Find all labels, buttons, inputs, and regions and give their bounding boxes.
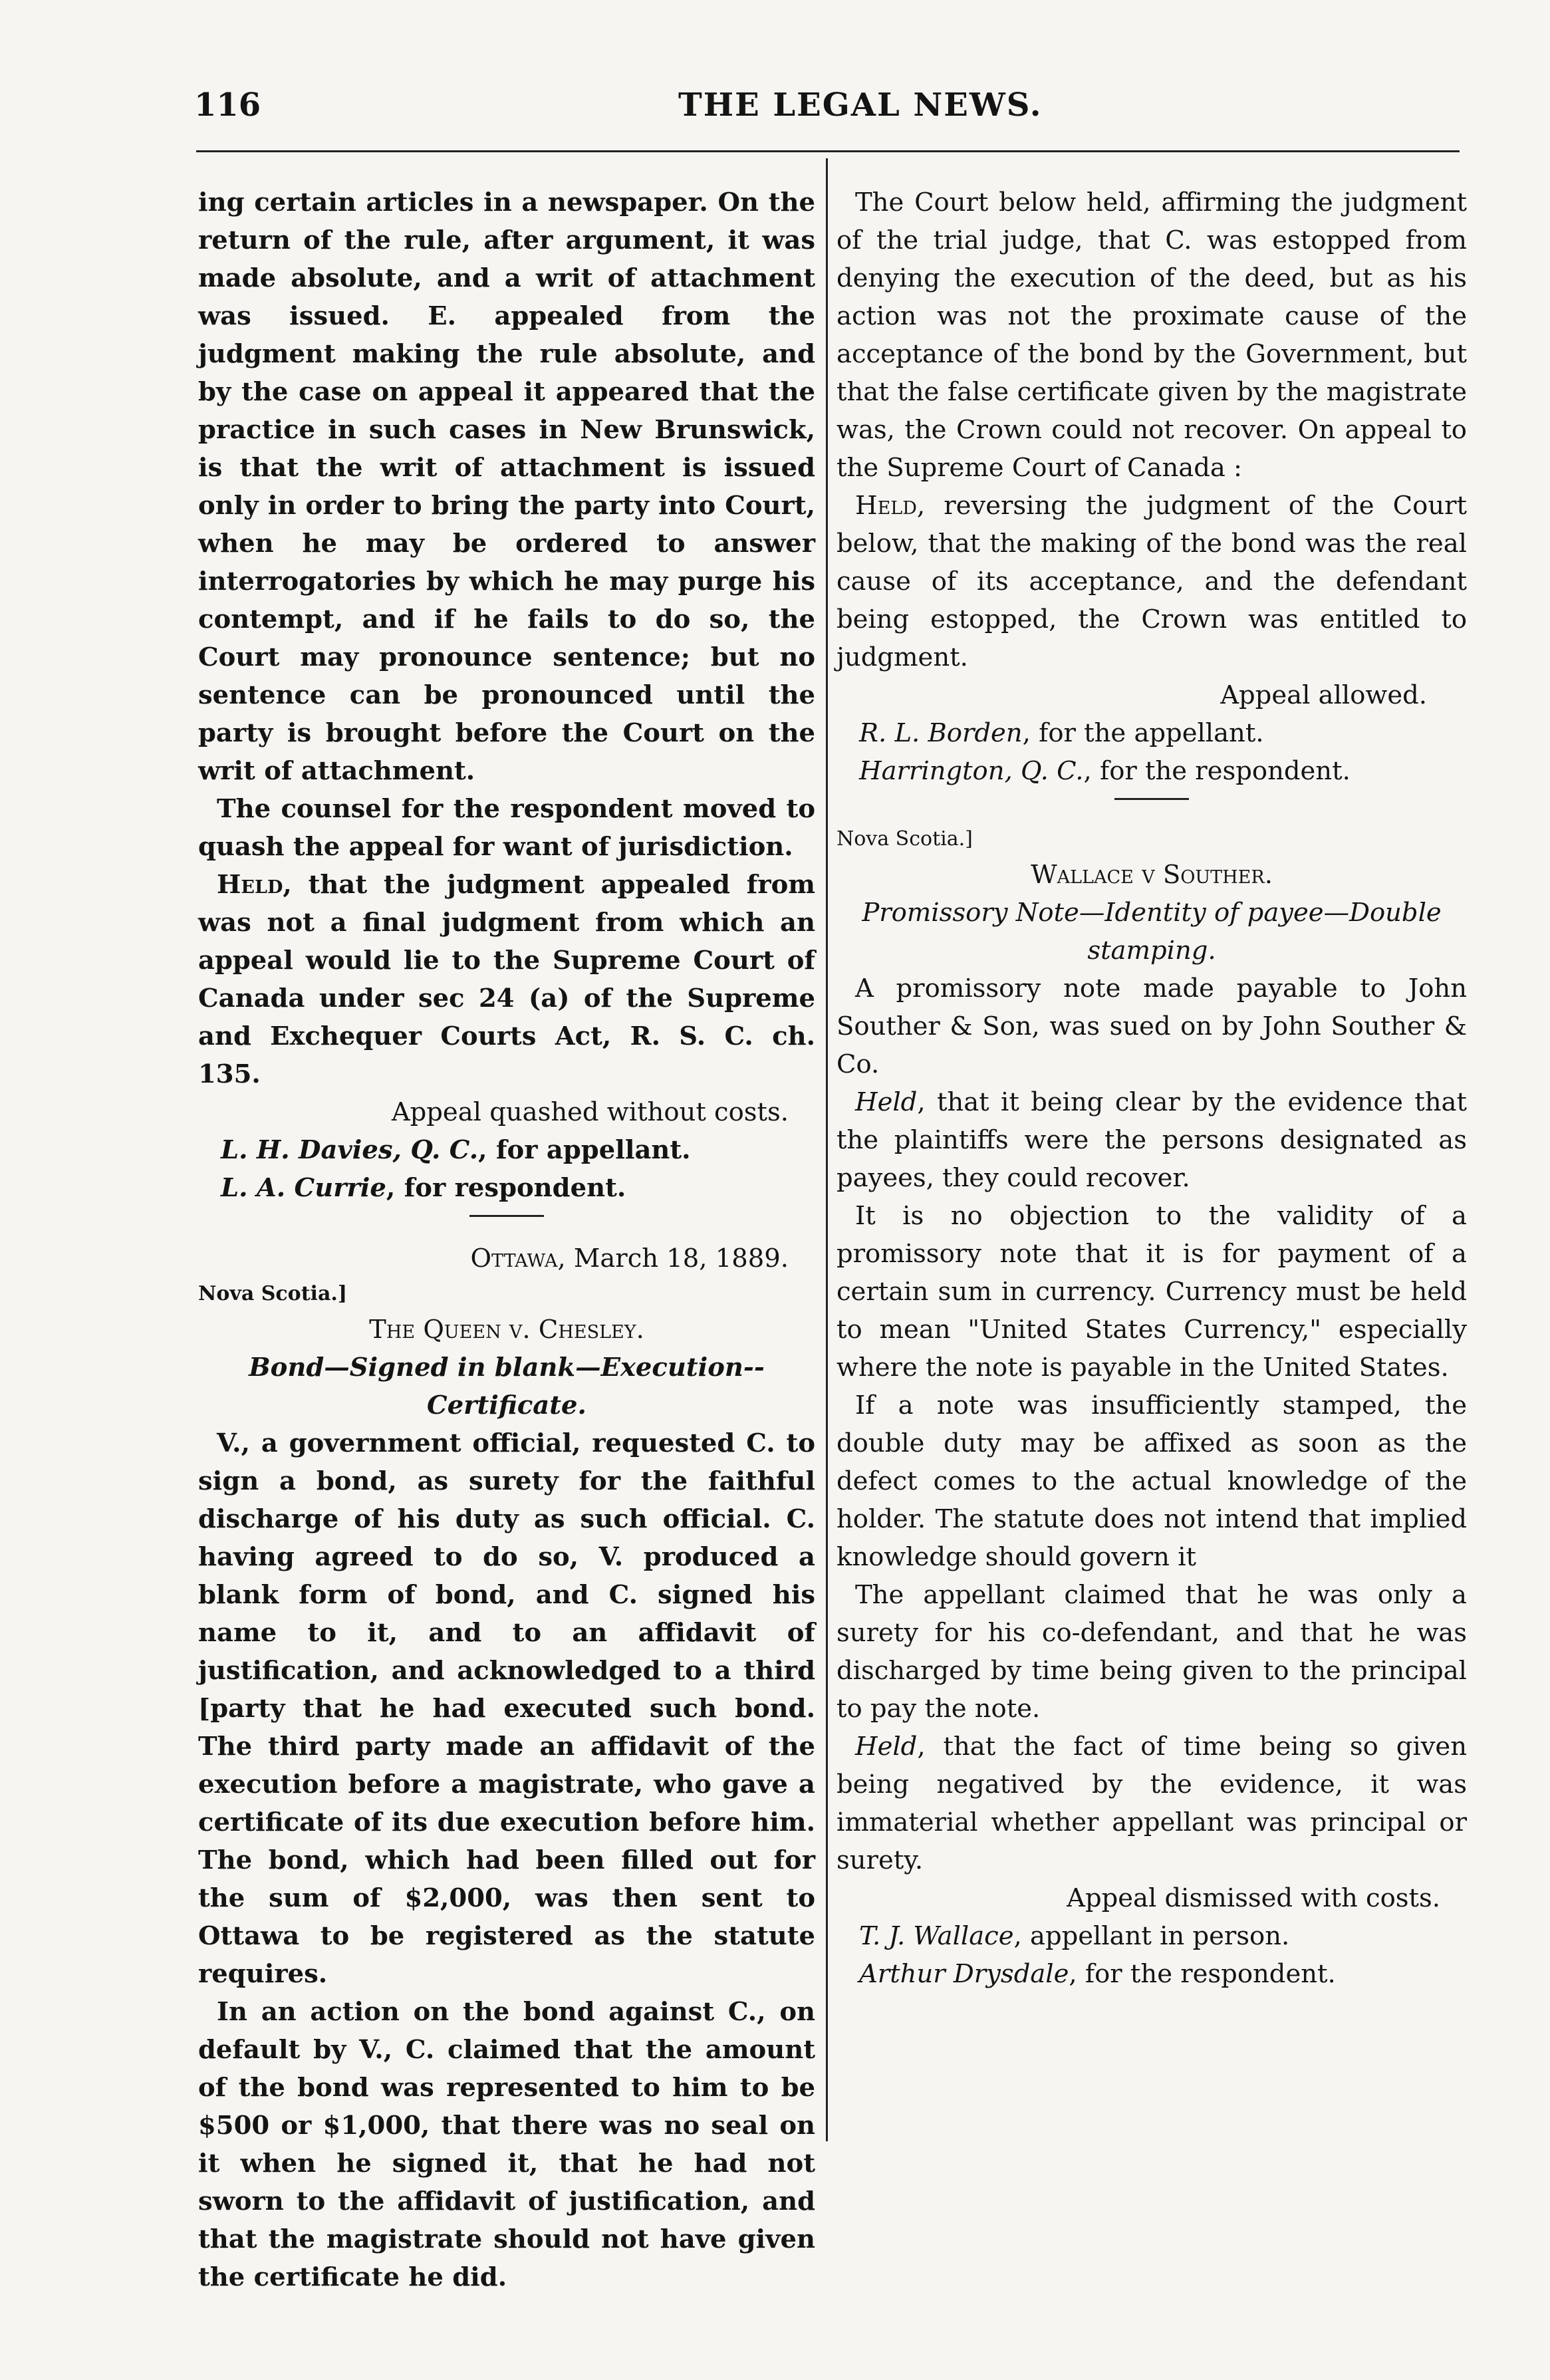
- case-result: Appeal quashed without costs.: [391, 1097, 789, 1127]
- held-label: Held: [855, 1087, 918, 1117]
- counsel-name: Arthur Drysdale: [859, 1959, 1069, 1989]
- province-label: Nova Scotia.]: [198, 1282, 348, 1305]
- counsel-line: [221, 1169, 815, 1207]
- paragraph-text: , that the judgment appealed from was not a final judgment from which an appeal would lie to the Supreme Court of Canada under sec 24 (a) of the Supreme and Exchequer Courts Act, R. S. C. ch. 135.: [198, 870, 815, 1089]
- counsel-line: [859, 1917, 1467, 1955]
- counsel-line: [859, 1955, 1467, 1993]
- paragraph: It is no objection to the validity of a promissory note that it is for payment of a certain sum in currency. Currency must be held to mean "United States Currency," especially where the note is payable in the United States.: [837, 1201, 1467, 1383]
- counsel-role: , appellant in person.: [1013, 1921, 1290, 1951]
- page-number: 116: [194, 86, 261, 124]
- paragraph: A promissory note made payable to John Souther & Son, was sued on by John Souther & Co.: [837, 974, 1467, 1079]
- right-column: [837, 184, 1467, 1993]
- paragraph: [198, 866, 815, 1093]
- paragraph: V., a government official, requested C. to sign a bond, as surety for the faithful discharge of his duty as such official. C. having agreed to do so, V. produced a blank form of bond, and C. signed his name to it, and to an affidavit of justification, and acknowledged to a third [party that he had executed such bond. The third party made an affidavit of the execution before a magistrate, who gave a certificate of its due execution before him. The bond, which had been filled out for the sum of $2,000, was then sent to Ottawa to be registered as the statute requires.: [198, 1428, 815, 1989]
- case-result: Appeal dismissed with costs.: [1067, 1883, 1440, 1913]
- province-label: Nova Scotia.]: [837, 827, 973, 851]
- dateline: [198, 1240, 815, 1277]
- counsel-name: R. L. Borden: [859, 718, 1023, 748]
- paragraph: [837, 487, 1467, 676]
- counsel-role: , for the respondent.: [1083, 756, 1351, 786]
- case-title: Wallace v Souther.: [1031, 860, 1273, 890]
- counsel-name: L. H. Davies, Q. C.: [221, 1135, 479, 1165]
- paragraph: In an action on the bond against C., on default by V., C. claimed that the amount of the bond was represented to him to be $500 or $1,000, that there was no seal on it when he signed it, that he had not sworn to the affidavit of justification, and that the magistrate should not have given the certificate he did.: [198, 1997, 815, 2292]
- left-column: [198, 184, 815, 2296]
- section-divider: [469, 1215, 544, 1217]
- paragraph: If a note was insufficiently stamped, the double duty may be affixed as soon as the defect comes to the actual knowledge of the holder. The statute does not intend that implied knowledge should govern it: [837, 1390, 1467, 1572]
- counsel-line: [859, 714, 1467, 752]
- counsel-name: L. A. Currie: [221, 1173, 386, 1203]
- counsel-line: [859, 752, 1467, 790]
- paragraph: The appellant claimed that he was only a surety for his co-defendant, and that he was discharged by time being given to the principal to pay the note.: [837, 1580, 1467, 1724]
- paragraph-text: , reversing the judgment of the Court below, that the making of the bond was the real cause of its acceptance, and the defendant being estopped, the Crown was entitled to judgment.: [837, 491, 1467, 672]
- case-title: The Queen v. Chesley.: [369, 1315, 644, 1345]
- paragraph: [837, 1728, 1467, 1879]
- dateline-date: , March 18, 1889.: [557, 1244, 789, 1273]
- headnote: Promissory Note—Identity of payee—Double stamping.: [862, 898, 1442, 966]
- counsel-name: T. J. Wallace: [859, 1921, 1014, 1951]
- case-result: Appeal allowed.: [1220, 680, 1427, 710]
- counsel-role: , for the appellant.: [1022, 718, 1264, 748]
- counsel-line: [221, 1131, 815, 1169]
- held-label: Held: [217, 870, 283, 900]
- held-label: Held: [855, 1732, 918, 1762]
- counsel-name: Harrington, Q. C.: [859, 756, 1084, 786]
- held-label: Held: [855, 491, 917, 521]
- paragraph: ing certain articles in a newspaper. On the return of the rule, after argument, it was made absolute, and a writ of attachment was issued. E. appealed from the judgment making the rule absolute, and by the case on appeal it appeared that the practice in such cases in New Brunswick, is that the writ of attachment is issued only in order to bring the party into Court, when he may be ordered to answer interrogatories by which he may purge his contempt, and if he fails to do so, the Court may pronounce sentence; but no sentence can be pronounced until the party is brought before the Court on the writ of attachment.: [198, 188, 815, 786]
- dateline-place: Ottawa: [470, 1244, 558, 1273]
- section-divider: [1114, 798, 1189, 800]
- running-title: THE LEGAL NEWS.: [678, 86, 1043, 124]
- counsel-role: , for respondent.: [386, 1173, 626, 1203]
- paragraph-text: , that it being clear by the evidence that the plaintiffs were the persons designated as payees, they could recover.: [837, 1087, 1467, 1193]
- counsel-role: , for the respondent.: [1069, 1959, 1336, 1989]
- headnote: Bond—Signed in blank—Execution--Certificate.: [249, 1353, 765, 1420]
- paragraph: The Court below held, affirming the judgment of the trial judge, that C. was estopped from denying the execution of the deed, but as his action was not the proximate cause of the acceptance of the bond by the Government, but that the false certificate given by the magistrate was, the Crown could not recover. On appeal to the Supreme Court of Canada :: [837, 188, 1467, 483]
- header-rule: [196, 150, 1460, 152]
- paragraph-text: , that the fact of time being so given being negatived by the evidence, it was immaterial whether appellant was principal or surety.: [837, 1732, 1467, 1875]
- counsel-role: , for appellant.: [478, 1135, 691, 1165]
- paragraph: [837, 1083, 1467, 1197]
- column-rule: [826, 158, 828, 2141]
- paragraph: The counsel for the respondent moved to quash the appeal for want of jurisdiction.: [198, 794, 815, 862]
